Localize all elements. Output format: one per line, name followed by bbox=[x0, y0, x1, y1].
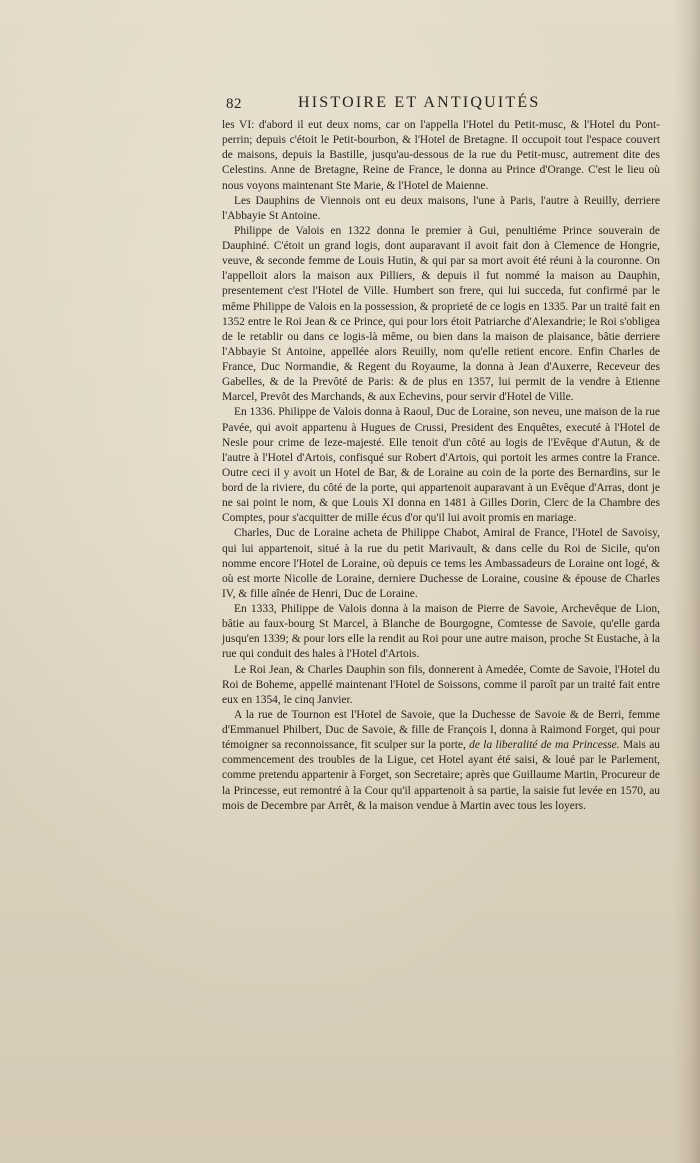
paragraph-hotel-petit-musc: les VI: d'abord il eut deux noms, car on l'appella l'Hotel du Petit-musc, & l'Hotel du Pont-perrin; depuis c'étoit le Petit-bourbon, & l'Hotel de Bretagne. Il occupoit tout l'espace couvert de maisons, depuis la Bastille, jusqu'au-dessous de la rue du Petit-musc, autrement dite des Celestins. Anne de Bretagne, Reine de France, le donna au Prince d'Orange. C'est le lieu où nous voyons maintenant Ste Marie, & l'Hotel de Maienne. bbox=[222, 119, 660, 192]
paragraph-text-before: A la rue de Tournon est l'Hotel de Savoie, que la Duchesse de Savoie & de Berri, femme d'Emmanuel Philbert, Duc de Savoie, & fille de François I, donna à Raimond Forget, qui pour témoigner sa reconnoissance, fit sculper sur la porte, bbox=[222, 708, 660, 752]
paragraph-text-after: Mais au commencement des troubles de la Ligue, cet Hotel ayant été saisi, & loué par le Parlement, comme pretendu appartenir à Forget, son Secretaire; après que Guillaume Martin, Procureur de la Princesse, eut remontré à la Cour qu'il appartenoit à sa partie, la saisie fut levée en 1570, au mois de Decembre par Arrêt, & la maison vendue à Martin avec tous les loyers. bbox=[222, 739, 660, 812]
body-text bbox=[222, 118, 660, 814]
italic-inscription: de la liberalité de ma Princesse. bbox=[469, 739, 620, 752]
paragraph-philippe-valois-1322: Philippe de Valois en 1322 donna le premier à Gui, penultiéme Prince souverain de Dauphiné. C'étoit un grand logis, dont auparavant il avoit fait don à Clemence de Hongrie, veuve, & seconde femme de Louis Hutin, & qui par sa mort avoit été réuni à la couronne. On l'appelloit alors la maison aux Pilliers, & depuis il fut nommé la maison au Dauphin, presentement c'est l'Hotel de Ville. Humbert son frere, qui lui succeda, fut confirmé par le même Philippe de Valois en la possession, & proprieté de ce logis en 1335. Par un traité fait en 1352 entre le Roi Jean & ce Prince, qui pour lors étoit Patriarche d'Alexandrie; le Roi s'obligea de le retablir ou dans ce logis-là même, ou bien dans la maison de plaisance, bâtie derriere l'Abbayie St Antoine, appellée alors Reuilly, nom qu'elle retient encore. Enfin Charles de France, Duc Normandie, & Regent du Royaume, la donna à Jean d'Auxerre, Receveur des Gabelles, & de la Prevôté de Paris: & de plus en 1357, lui permit de la vendre à Etienne Marcel, Prevôt des Marchands, & aux Echevins, pour servir d'Hotel de Ville. bbox=[222, 224, 660, 404]
paragraph-dauphins-viennois: Les Dauphins de Viennois ont eu deux maisons, l'une à Paris, l'autre à Reuilly, derriere l'Abbayie St Antoine. bbox=[222, 194, 660, 222]
paragraph-philippe-valois-1336: En 1336. Philippe de Valois donna à Raoul, Duc de Loraine, son neveu, une maison de la rue Pavée, qui avoit appartenu à Hugues de Crussi, President des Enquêtes, executé à l'Hotel de Nesle pour crime de leze-majesté. Elle tenoit d'un côté au logis de l'Evêque d'Autun, & de l'autre à l'Hotel d'Artois, confisqué sur Robert d'Artois, qui portoit les armes contre la France. Outre ceci il y avoit un Hotel de Bar, & de Loraine au coin de la porte des Bernardins, sur le bord de la riviere, du côté de la porte, qui appartenoit auparavant à un Evêque d'Arras, dont je ne sai point le nom, & que Louis XI donna en 1481 à Gilles Dorin, Clerc de la Chambre des Comptes, pour s'acquitter de mille écus d'or qu'il lui avoit promis en mariage. bbox=[222, 406, 660, 525]
paragraph-philippe-valois-1333: En 1333, Philippe de Valois donna à la maison de Pierre de Savoie, Archevêque de Lion, bâtie au faux-bourg St Marcel, à Blanche de Bourgogne, Comtesse de Savoie, qu'elle garda jusqu'en 1339; & pour lors elle la rendit au Roi pour une autre maison, proche St Eustache, à la rue qui conduit des hales à l'Hotel d'Artois. bbox=[222, 603, 660, 661]
paragraph-charles-duc-loraine: Charles, Duc de Loraine acheta de Philippe Chabot, Amiral de France, l'Hotel de Savoisy, qui lui appartenoit, situé à la rue du petit Marivault, & dans celle du Roi de Sicile, qu'on nomme encore l'Hotel de Loraine, où depuis ce tems les Ambassadeurs de Loraine ont logé, & où est morte Nicolle de Loraine, derniere Duchesse de Loraine, cousine & épouse de Charles IV, & fille aînée de Henri, Duc de Loraine. bbox=[222, 527, 660, 600]
paragraph-rue-de-tournon bbox=[222, 708, 660, 814]
running-title: HISTOIRE ET ANTIQUITÉS bbox=[298, 94, 541, 111]
page-number: 82 bbox=[226, 96, 242, 112]
paragraph-roi-jean: Le Roi Jean, & Charles Dauphin son fils, donnerent à Amedée, Comte de Savoie, l'Hotel du Roi de Boheme, appellé maintenant l'Hotel de Soissons, comme il paroît par un traité fait entre eux en 1354, le cinq Janvier. bbox=[222, 663, 660, 706]
page-header bbox=[226, 96, 656, 118]
page-edge-shadow bbox=[674, 0, 700, 1163]
